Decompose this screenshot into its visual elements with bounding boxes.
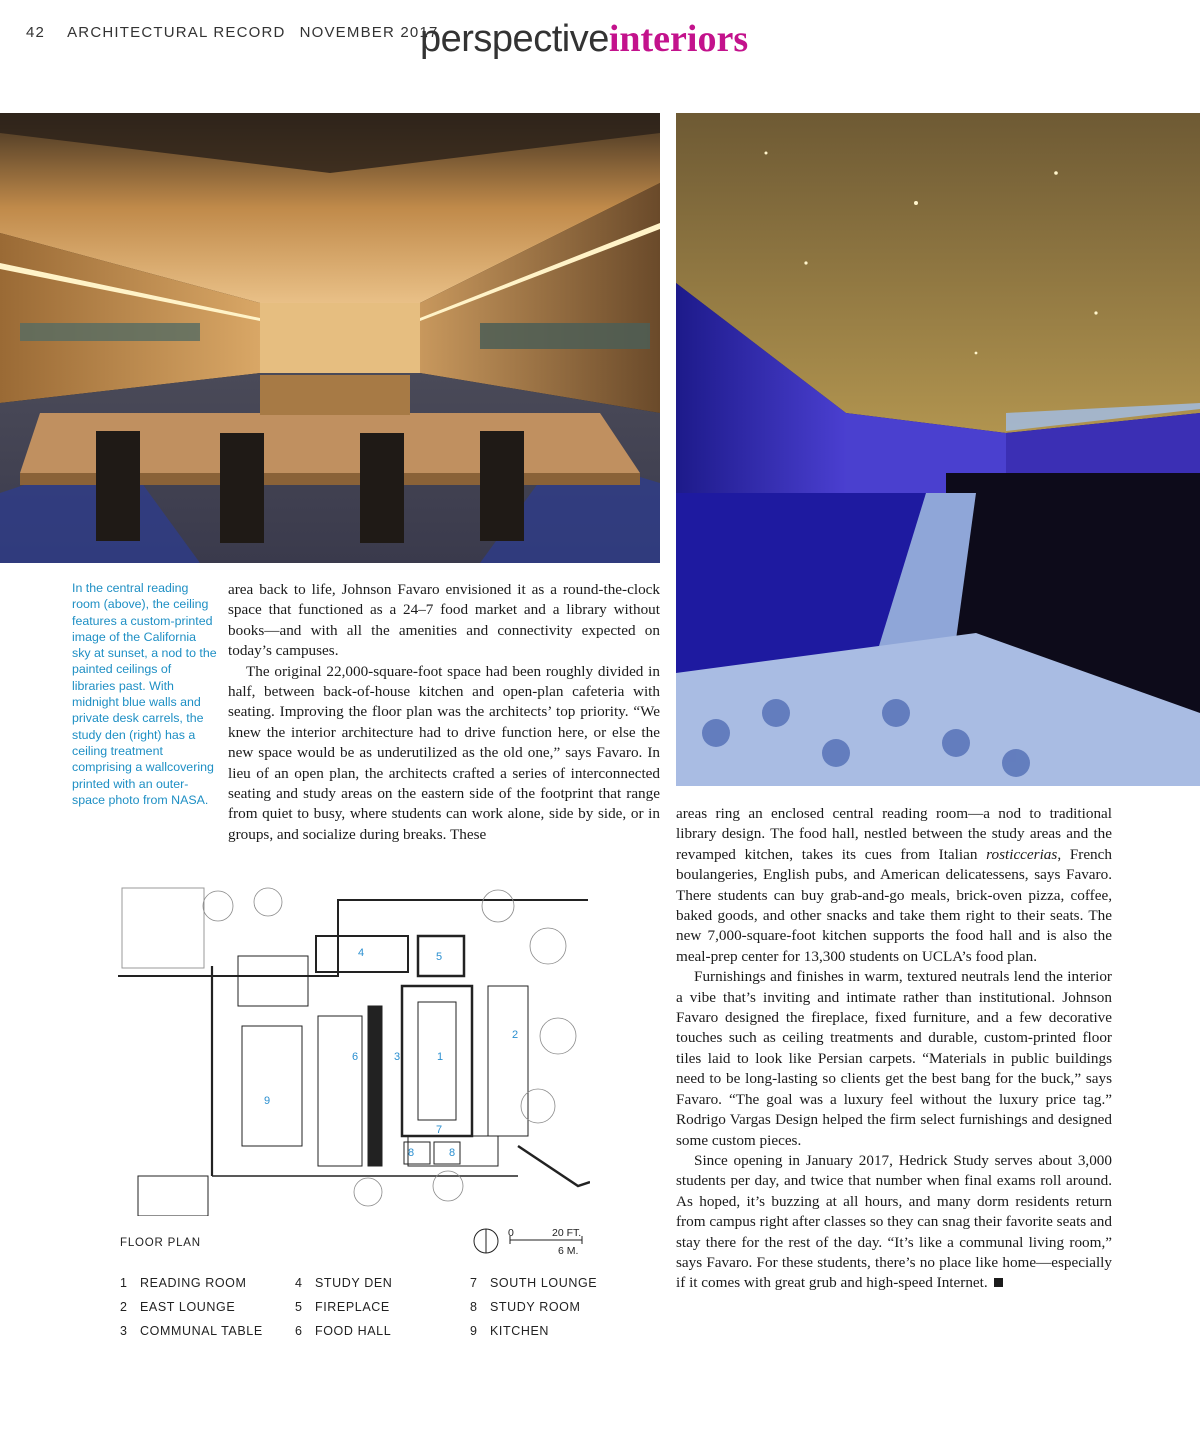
plan-room-number: 3 xyxy=(394,1051,401,1063)
plan-room-number: 1 xyxy=(437,1051,444,1063)
legend-label: SOUTH LOUNGE xyxy=(490,1276,598,1290)
running-header xyxy=(26,24,453,41)
plan-room-number: 6 xyxy=(352,1051,359,1063)
legend-number: 6 xyxy=(295,1324,303,1338)
body-text: areas ring an enclosed central reading room—a nod to traditional library design. The food hall, nestled between the study areas and the revamped kitchen, takes its cues from Italian xyxy=(676,805,1112,863)
body-column-left xyxy=(228,580,660,845)
body-paragraph: Furnishings and finishes in warm, textured neutrals lend the interior a vibe that’s inviting and intimate rather than institutional. Johnson Favaro designed the fireplace, fixed furniture, and a few decorative touches such as ceiling treatments and durable, custom-printed floor tiles laid to look like Persian carpets. “Materials in public buildings need to be long-lasting so clients get the best bang for the buck,” says Favaro. “The goal was a luxury feel without the luxury price tag.” Rodrigo Vargas Design helped the firm select furnishings and designed some custom pieces. xyxy=(676,968,1112,1149)
scale-bar xyxy=(472,1224,592,1260)
legend-label: FIREPLACE xyxy=(315,1300,390,1314)
plan-room-number: 2 xyxy=(512,1029,519,1041)
body-text: Since opening in January 2017, Hedrick Study serves about 3,000 students per day, and twice that number when final exams roll around. As hoped, it’s buzzing at all hours, and many dorm residents return from campus right after classes so they can snag their favorite seats and stay there for the rest of the day. “It’s like a communal living room,” says Favaro. For these students, there’s no place like home—especially if it comes with great grub and high-speed Internet. xyxy=(676,1151,1112,1292)
legend-label: READING ROOM xyxy=(140,1276,247,1290)
legend-number: 4 xyxy=(295,1276,303,1290)
scale-meters: 6 M. xyxy=(558,1245,579,1257)
legend-item xyxy=(470,1276,597,1290)
photo-caption: In the central reading room (above), the ceiling features a custom-printed image of the California sky at sunset, a nod to the painted ceilings of libraries past. With midnight blue walls and private desk carrels, the study den (right) has a ceiling treatment comprising a wallcovering printed with an outer-space photo from NASA. xyxy=(72,581,217,807)
legend-item xyxy=(120,1324,263,1338)
issue-date: NOVEMBER 2017 xyxy=(299,24,439,41)
body-text: , French boulangeries, English pubs, and American delicatessens, says Favaro. There students can buy grab-and-go meals, brick-oven pizza, coffee, baked goods, and other snacks and take them right to their seats. The new 7,000-square-foot kitchen supports the food hall and is also the meal-prep center for 13,300 students on UCLA’s food plan. xyxy=(676,845,1112,965)
floor-plan-drawing xyxy=(118,886,590,1216)
legend-label: COMMUNAL TABLE xyxy=(140,1324,263,1338)
plan-room-number: 8 xyxy=(449,1147,456,1159)
legend-number: 8 xyxy=(470,1300,478,1314)
section-title-light: perspective xyxy=(420,18,609,60)
floor-plan-title: FLOOR PLAN xyxy=(120,1237,201,1249)
legend-item xyxy=(295,1324,391,1338)
reading-room-photo xyxy=(0,113,660,563)
body-paragraph xyxy=(676,804,1112,967)
legend-number: 5 xyxy=(295,1300,303,1314)
scale-feet: 20 FT. xyxy=(552,1227,582,1239)
legend-item xyxy=(470,1300,581,1314)
legend-label: KITCHEN xyxy=(490,1324,550,1338)
scale-zero: 0 xyxy=(508,1227,514,1239)
legend-label: STUDY DEN xyxy=(315,1276,393,1290)
end-mark xyxy=(994,1278,1003,1287)
plan-room-number: 7 xyxy=(436,1124,443,1136)
plan-room-number: 9 xyxy=(264,1095,271,1107)
section-title xyxy=(420,20,748,58)
plan-room-number: 4 xyxy=(358,947,365,959)
legend-number: 2 xyxy=(120,1300,128,1314)
publication-name: ARCHITECTURAL RECORD xyxy=(67,24,286,41)
legend-label: FOOD HALL xyxy=(315,1324,392,1338)
body-paragraph: area back to life, Johnson Favaro envisioned it as a round-the-clock space that functioned as a 24–7 food market and a library without books—and with all the amenities and connectivity expected on today’s campuses. xyxy=(228,581,660,660)
page-number: 42 xyxy=(26,24,46,41)
legend-number: 7 xyxy=(470,1276,478,1290)
italic-term: rosticcerias xyxy=(986,845,1058,863)
legend-label: STUDY ROOM xyxy=(490,1300,581,1314)
legend-number: 1 xyxy=(120,1276,128,1290)
study-den-photo xyxy=(676,113,1200,786)
legend-label: EAST LOUNGE xyxy=(140,1300,236,1314)
legend-item xyxy=(470,1324,549,1338)
body-paragraph xyxy=(676,1151,1112,1294)
legend-item xyxy=(295,1300,390,1314)
legend-item xyxy=(120,1300,235,1314)
legend-number: 9 xyxy=(470,1324,478,1338)
legend-item xyxy=(295,1276,392,1290)
legend-item xyxy=(120,1276,247,1290)
legend-number: 3 xyxy=(120,1324,128,1338)
section-title-bold: interiors xyxy=(608,18,749,60)
body-paragraph: The original 22,000-square-foot space had been roughly divided in half, between back-of-house kitchen and open-plan cafeteria with seating. Improving the floor plan was the architects’ top priority. “We knew the interior architecture had to drive function here, or else the new space would be as underutilized as the old one,” says Favaro. In lieu of an open plan, the architects crafted a series of interconnected seating and study areas on the eastern side of the footprint that range from quiet to busy, where students can work alone, side by side, or in groups, and socialize during breaks. These xyxy=(228,662,660,843)
body-column-right xyxy=(676,804,1112,1294)
plan-room-number: 8 xyxy=(408,1147,415,1159)
plan-room-number: 5 xyxy=(436,951,443,963)
